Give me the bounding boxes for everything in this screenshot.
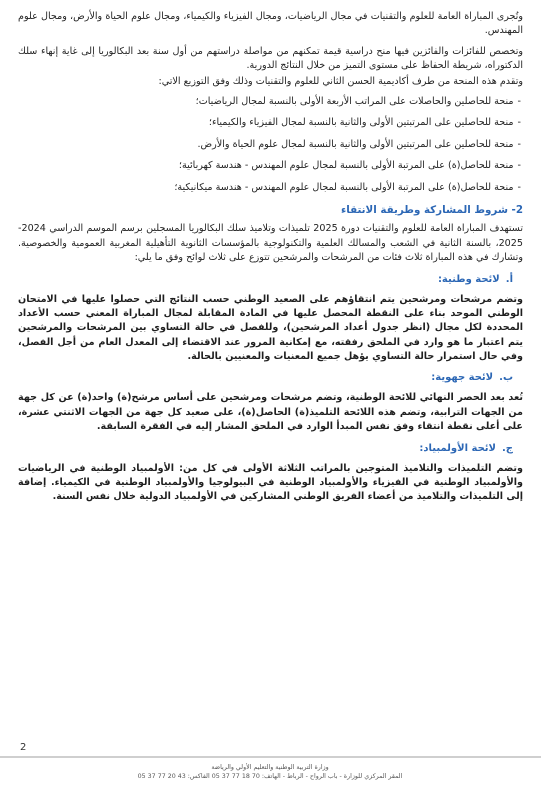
page-footer bbox=[110, 763, 430, 781]
subsection-b-heading bbox=[18, 370, 513, 385]
section-2-heading: 2- شروط المشاركة وطريقة الانتقاء bbox=[340, 203, 523, 216]
subsection-c-heading bbox=[18, 441, 513, 456]
dash-bullet: - bbox=[517, 181, 521, 193]
footer-address: المقر المركزي للوزارة - باب الرواح - الرباط - الهاتف: 70 18 77 37 05 الفاكس: 43 20 77 37 05 bbox=[137, 773, 403, 781]
subsection-c-paragraph: وتضم التلميذات والتلاميذ المتوجين بالمراتب الثلاثة الأولى في كل من: الأولمبياد الوطنية في الرياضيات والأولمبياد الوطنية في الفيزياء والأولمبياد الوطنية في البيولوجيا والأولمبياد الوطنية في الكيمياء. إضافة إلى التلميذات والتلاميذ من أعضاء الفريق الوطني المشاركين في الأولمبياد الدولية خلال نفس السنة. bbox=[18, 462, 523, 503]
section-2-paragraph: تستهدف المباراة العامة للعلوم والتقنيات دورة 2025 تلميذات وتلاميذ سلك البكالوريا المسجلين برسم الموسم الدراسي 2024-2025، بالسنة الثانية في الشعب والمسالك العلمية والتكنولوجية بالمؤسسات الثانوية التأهيلية المغربية العمومية والخصوصية. وتشارك في هذه المباراة ثلاث فئات من المرشحات والمرشحين تتوزع على ثلاث لوائح وفق ما يلي: bbox=[18, 223, 524, 264]
dash-bullet: - bbox=[517, 138, 521, 150]
intro-paragraph-3: وتقدم هذه المنحة من طرف أكاديمية الحسن الثاني للعلوم والتقنيات وذلك وفق التوزيع الاتي: bbox=[158, 75, 523, 87]
footer-ministry-name: وزارة التربية الوطنية والتعليم الأولي والرياضة bbox=[211, 764, 329, 771]
list-item-text: منحة للحاصلين على المرتبتين الأولى والثانية بالنسبة لمجال علوم الحياة والأرض. bbox=[197, 138, 514, 150]
list-item-text: منحة للحاصلين على المرتبتين الأولى والثانية بالنسبة لمجال الفيزياء والكيمياء؛ bbox=[208, 117, 514, 129]
subsection-title: لائحة الأولمبياد: bbox=[419, 442, 496, 454]
subsection-a-paragraph: وتضم مرشحات ومرشحين يتم انتقاؤهم على الصعيد الوطني حسب النتائج التي حصلوا عليها في الامتحان الوطني الموحد بناء على النقطة المحصل عليها في المادة المقابلة لمجال المباراة المعني حسب الأعداد المحددة لكل مجال (انظر جدول أعداد المرشحين)، وللفصل في حالة التساوي بين المرشحات والمرشحين يتم اعتبار ما هو وارد في الملحق رفقته، مع إمكانية المرور عند الاقتضاء إلى المعدل العام من أجل الفصل، وفي حال استمرار حالة التساوي يؤهل جميع المعنيات والمعنيين بالحالة. bbox=[18, 293, 523, 363]
subsection-b-paragraph: تُعد بعد الحصر النهائي للائحة الوطنية، وتضم مرشحات ومرشحين على أساس مرشح(ة) واحد(ة) عن كل جهة من الجهات الترابية، وتضم هذه اللائحة التلميذ(ة) الحاصل(ة)، على صعيد كل جهة من الجهات الاثنتي عشرة، على أعلى نقطة انتقاء وفق نفس المبدأ الوارد في الملحق المشار إليه في الفقرة السابقة. bbox=[18, 392, 523, 433]
dash-bullet: - bbox=[517, 160, 521, 172]
list-item bbox=[18, 159, 523, 173]
subsection-marker: ب. bbox=[499, 372, 513, 384]
subsection-marker: أ. bbox=[505, 273, 513, 285]
subsection-title: لائحة جهوية: bbox=[431, 372, 494, 384]
dash-bullet: - bbox=[517, 117, 521, 129]
list-item bbox=[18, 138, 523, 152]
list-item-text: منحة للحاصل(ة) على المرتبة الأولى بالنسبة لمجال علوم المهندس - هندسة ميكانيكية؛ bbox=[174, 181, 514, 193]
subsection-marker: ج. bbox=[501, 442, 513, 454]
list-item bbox=[18, 95, 523, 109]
subsection-a-heading bbox=[18, 272, 513, 287]
subsection-title: لائحة وطنية: bbox=[437, 273, 500, 285]
intro-paragraph-2: وتخصص للفائزات والفائزين فيها منح دراسية قيمة تمكنهم من مواصلة دراستهم من أول سنة بعد البكالوريا إلى غاية إنهاء سلك الدكتوراه، شريطة الحفاظ على مستوى التميز من خلال النتائج الدورية. bbox=[18, 45, 523, 72]
list-item bbox=[18, 181, 523, 195]
footer-divider bbox=[0, 756, 541, 758]
list-item-text: منحة للحاصل(ة) على المرتبة الأولى بالنسبة لمجال علوم المهندس - هندسة كهربائية؛ bbox=[178, 160, 514, 172]
page-number: 2 bbox=[20, 742, 27, 753]
scholarship-distribution-list bbox=[18, 95, 523, 195]
dash-bullet: - bbox=[517, 95, 521, 107]
intro-paragraph-1: وتُجرى المباراة العامة للعلوم والتقنيات في مجال الرياضيات، ومجال الفيزياء والكيمياء، ومجال علوم الحياة والأرض، ومجال علوم المهندس. bbox=[18, 11, 523, 37]
list-item-text: منحة للحاصلين والحاصلات على المراتب الأربعة الأولى بالنسبة لمجال الرياضيات؛ bbox=[195, 95, 514, 107]
list-item bbox=[18, 116, 523, 130]
page-content bbox=[18, 10, 523, 505]
